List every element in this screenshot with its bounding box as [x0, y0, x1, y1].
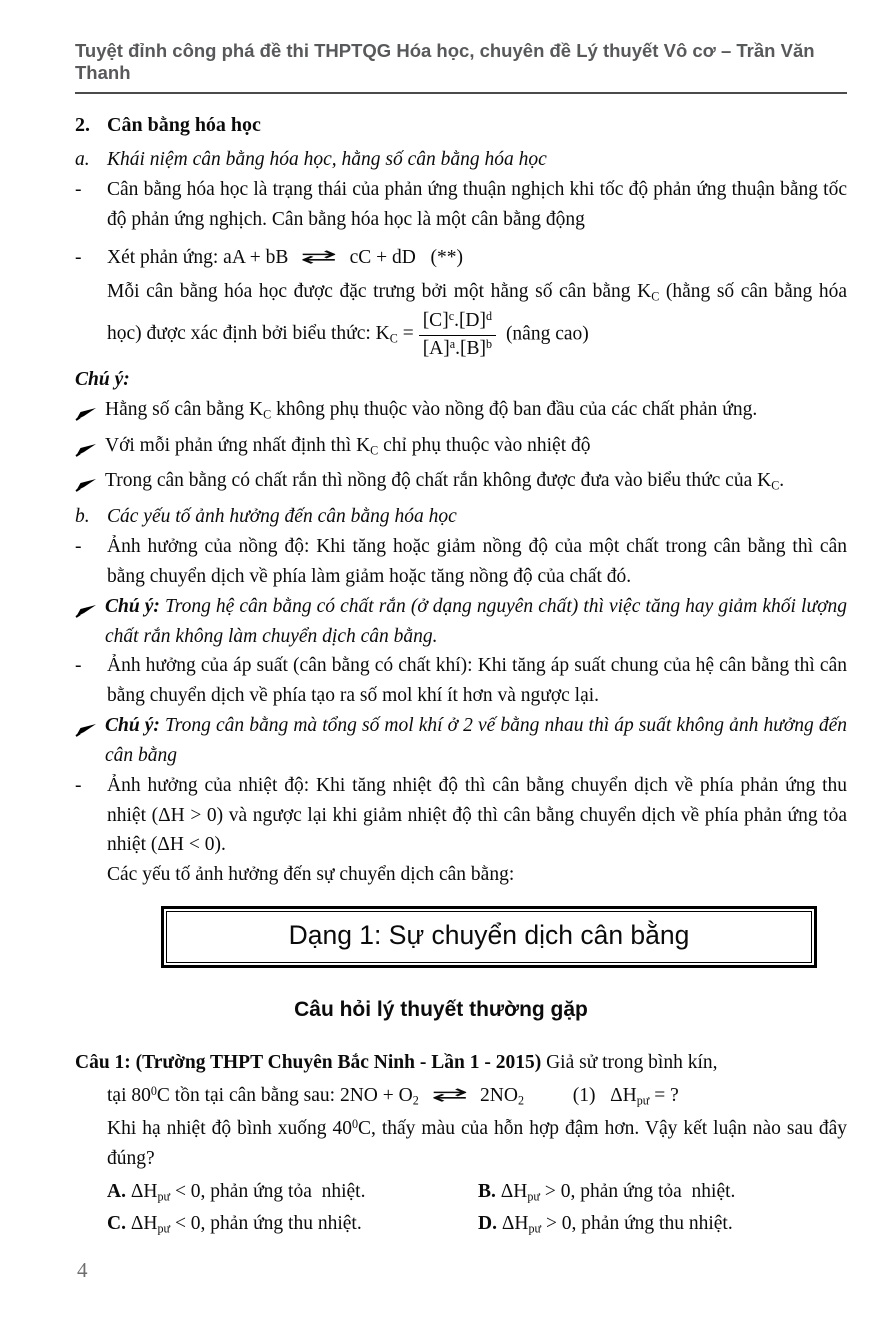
dash-marker: -	[75, 655, 82, 677]
temperature-text: Ảnh hưởng của nhiệt độ: Khi tăng nhiệt độ thì cân bằng chuyển dịch về phía phản ứng thu nhiệt (ΔH > 0) và ngược lại khi giảm nhiệt độ thì cân bằng chuyển dịch về phía phản ứng tỏa nhiệt (ΔH < 0).	[107, 774, 847, 856]
pen-icon	[75, 466, 105, 502]
reaction-equation: Xét phản ứng: aA + bB ⇄ cC + dD (**)	[107, 247, 463, 269]
question-1	[75, 1048, 847, 1239]
section-number: 2.	[75, 114, 90, 137]
dash-marker: -	[75, 247, 82, 269]
factors-line: Các yếu tố ảnh hưởng đến sự chuyển dịch cân bằng:	[107, 864, 515, 886]
fraction-numerator: $[C]^c.[D]^d$	[419, 309, 496, 335]
note-solid	[75, 592, 847, 652]
dang1-box	[161, 906, 817, 968]
question-1-equation: tại $80^0C$ tồn tại cân bằng sau: $2NO + O_2$ ⇄ $2NO_2$ (1) $\Delta H_{pư}$ = ?	[107, 1084, 679, 1108]
note-solid-text: Chú ý: Trong hệ cân bằng có chất rắn (ở dạng nguyên chất) thì việc tăng hay giảm khối lượng chất rắn không làm chuyển dịch cân bằng.	[105, 595, 847, 647]
pen-icon	[75, 395, 105, 431]
subsection-b-marker: b.	[75, 506, 90, 528]
note-item	[75, 431, 847, 467]
page-header-title: Tuyệt đỉnh công phá đề thi THPTQG Hóa học, chuyên đề Lý thuyết Vô cơ – Trần Văn Thanh	[75, 40, 847, 94]
option-c: C. $\Delta H_{pư} < 0$, phản ứng thu nhiệt.	[107, 1213, 362, 1236]
pen-icon	[75, 592, 105, 652]
question-1-body: Khi hạ nhiệt độ bình xuống $40^0C$, thấy màu của hỗn hợp đậm hơn. Vậy kết luận nào sau đây đúng?	[107, 1116, 847, 1169]
kc-symbol: $K_C$ =	[375, 323, 414, 346]
answer-options	[75, 1177, 847, 1240]
section-title: Cân bằng hóa học	[107, 114, 261, 137]
definition-paragraph	[75, 175, 847, 235]
concentration-paragraph	[75, 532, 847, 592]
kc-intro-text: Mỗi cân bằng hóa học được đặc trưng bởi một hằng số cân bằng $K_C$ (hằng số cân bằng hóa học) được xác định bởi biểu thức:	[107, 281, 847, 345]
fraction-denominator: $[A]^a.[B]^b$	[422, 336, 493, 359]
pen-icon	[75, 431, 105, 467]
reaction-line	[75, 243, 847, 273]
subsection-b	[75, 502, 847, 532]
dash-marker: -	[75, 536, 82, 558]
concentration-text: Ảnh hưởng của nồng độ: Khi tăng hoặc giảm nồng độ của một chất trong cân bằng thì cân bằng chuyển dịch về phía làm giảm hoặc tăng nồng độ của chất đó.	[107, 536, 847, 587]
option-d: D. $\Delta H_{pư} > 0$, phản ứng thu nhiệt.	[478, 1213, 733, 1236]
pressure-paragraph	[75, 651, 847, 711]
page-number: 4	[77, 1257, 88, 1282]
subsection-b-title: Các yếu tố ảnh hưởng đến cân bằng hóa học	[107, 506, 457, 528]
question-1-intro: Câu 1: (Trường THPT Chuyên Bắc Ninh - Lần 1 - 2015) Giả sử trong bình kín,	[75, 1052, 718, 1074]
option-a: A. $\Delta H_{pư} < 0$, phản ứng tỏa nhiệt.	[107, 1180, 366, 1203]
temperature-paragraph	[75, 771, 847, 860]
dash-marker: -	[75, 178, 82, 200]
kc-suffix: (nâng cao)	[501, 323, 589, 345]
pen-icon	[75, 711, 105, 771]
note-text: Với mỗi phản ứng nhất định thì $K_C$ chỉ phụ thuộc vào nhiệt độ	[105, 434, 591, 457]
dash-marker: -	[75, 774, 82, 796]
section-heading	[75, 110, 847, 141]
subsection-a-marker: a.	[75, 148, 90, 170]
kc-fraction	[419, 309, 496, 361]
subsection-a	[75, 145, 847, 175]
common-questions-subheading: Câu hỏi lý thuyết thường gặp	[294, 998, 588, 1022]
pressure-text: Ảnh hưởng của áp suất (cân bằng có chất khí): Khi tăng áp suất chung của hệ cân bằng thì cân bằng chuyển dịch về phía tạo ra số mol khí ít hơn và ngược lại.	[107, 655, 847, 707]
definition-text: Cân bằng hóa học là trạng thái của phản ứng thuận nghịch khi tốc độ phản ứng thuận bằng tốc độ phản ứng nghịch. Cân bằng hóa học là một cân bằng động	[107, 178, 847, 230]
subsection-a-title: Khái niệm cân bằng hóa học, hằng số cân bằng hóa học	[107, 148, 547, 170]
note-text: Hằng số cân bằng $K_C$ không phụ thuộc vào nồng độ ban đầu của các chất phản ứng.	[105, 398, 758, 422]
note-text: Trong cân bằng có chất rắn thì nồng độ chất rắn không được đưa vào biểu thức của $K_C$.	[105, 470, 785, 493]
kc-paragraph	[75, 277, 847, 363]
note-item	[75, 466, 847, 502]
note-heading: Chú ý:	[75, 368, 130, 390]
dang1-box-title: Dạng 1: Sự chuyển dịch cân bằng	[166, 911, 812, 963]
option-b: B. $\Delta H_{pư} > 0$, phản ứng tỏa nhiệt.	[478, 1180, 736, 1203]
note-pressure	[75, 711, 847, 771]
note-pressure-text: Chú ý: Trong cân bằng mà tổng số mol khí ở 2 vế bằng nhau thì áp suất không ảnh hưởng đến cân bằng	[105, 715, 847, 766]
note-item	[75, 395, 847, 431]
